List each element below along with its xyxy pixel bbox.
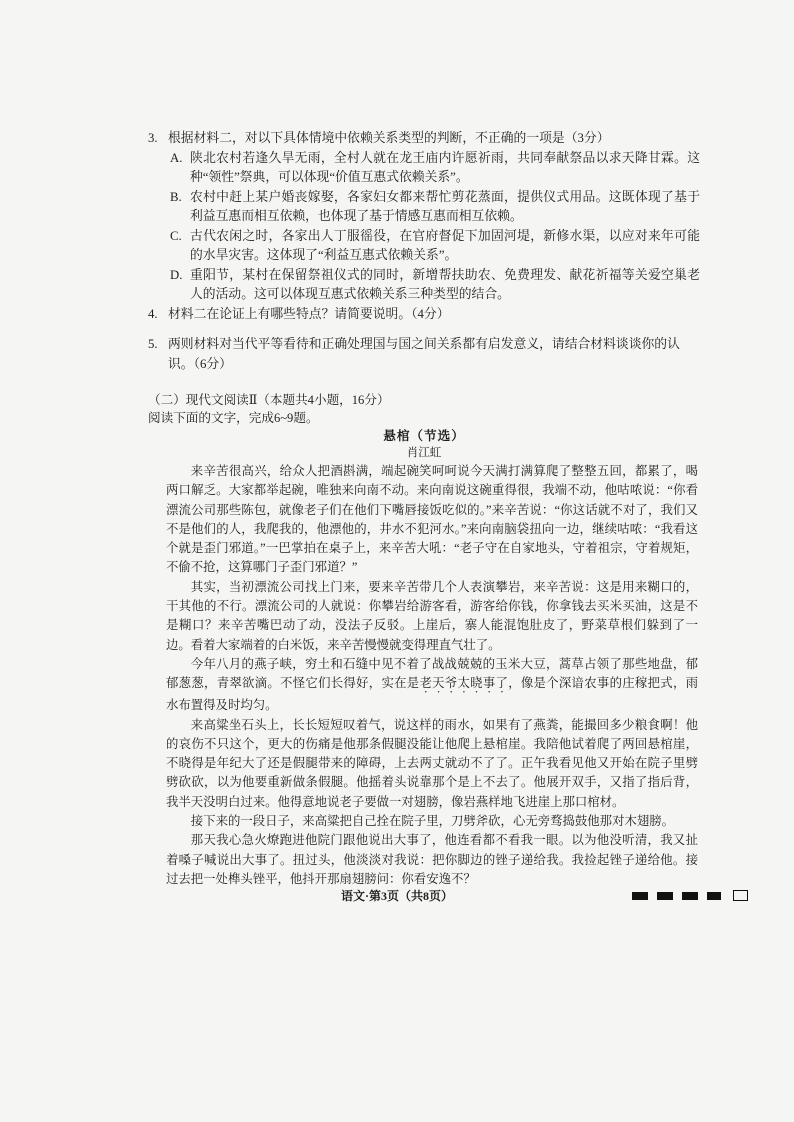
registration-mark bbox=[657, 892, 673, 900]
registration-mark bbox=[682, 892, 698, 900]
page-footer: 语文·第3页（共8页） bbox=[340, 889, 453, 903]
question-list bbox=[148, 129, 700, 374]
option-d bbox=[170, 266, 700, 305]
option-label: C. bbox=[170, 228, 182, 243]
article-author: 肖江虹 bbox=[406, 447, 442, 459]
article-body bbox=[166, 462, 698, 889]
registration-box bbox=[733, 890, 748, 901]
question-5 bbox=[148, 335, 700, 374]
question-3 bbox=[148, 129, 700, 149]
option-text: 农村中赶上某户婚丧嫁娶，各家妇女都来帮忙剪花蒸面，提供仪式用品。这既体现了基于利益互惠而相互依赖，也体现了基于情感互惠而相互依赖。 bbox=[190, 189, 700, 223]
section-heading: （二）现代文阅读Ⅱ（本题共4小题，16分） bbox=[148, 393, 390, 407]
question-number: 4. bbox=[148, 306, 158, 321]
article-paragraph bbox=[166, 655, 698, 716]
article-paragraph: 那天我心急火燎跑进他院门跟他说出大事了，他连看都不看我一眼。以为他没听清，我又扯着嗓子喊说出大事了。扭过头，他淡淡对我说：把你脚边的锉子递给我。我捡起锉子递给他。接过去把一处榫头锉平，他抖开那扇翅膀问：你看安逸不？ bbox=[166, 833, 698, 886]
option-c bbox=[170, 227, 700, 266]
registration-mark bbox=[707, 892, 721, 900]
option-label: A. bbox=[170, 150, 183, 165]
article-title: 悬棺（节选） bbox=[383, 429, 465, 443]
option-text: 陕北农村若逢久旱无雨，全村人就在龙王庙内许愿祈雨，共同奉献祭品以求天降甘霖。这种“领性”祭典，可以体现“价值互惠式依赖关系”。 bbox=[190, 150, 700, 184]
option-text: 重阳节，某村在保留祭祖仪式的同时，新增帮扶助农、免费理发、献花祈福等关爱空巢老人的活动。这可以体现互惠式依赖关系三种类型的结合。 bbox=[190, 267, 700, 301]
paragraph-text: 今年八月的燕子峡，穷土和石缝中见不着了战战兢兢的玉米大豆，蒿草占领了那些地盘，郁郁葱葱，青翠欲滴。不怪它们长得好，实在是 bbox=[166, 656, 698, 691]
question-stem: 材料二在论证上有哪些特点？请简要说明。（4分） bbox=[168, 306, 450, 321]
option-a bbox=[170, 149, 700, 188]
question-4 bbox=[148, 305, 700, 325]
paragraph-text: ，像是个深谙农事的庄稼把式，雨水布置得及时均匀。 bbox=[166, 676, 699, 713]
article-paragraph: 接下来的一段日子，来高粱把自己拴在院子里，刀劈斧砍，心无旁骛捣鼓他那对木翅膀。 bbox=[190, 814, 675, 829]
article-paragraph: 来辛苦很高兴，给众人把酒斟满，端起碗笑呵呵说今天满打满算爬了整整五回，都累了，喝两口解乏。大家都举起碗，唯独来向南不动。来向南说这碗重得很，我端不动，他咕哝说：“你看漂流公司那些陈包，就像老子们在他们下嘴唇接饭吃似的。”来辛苦说：“你这话就不对了，我们又不是他们的人，我爬我的，他漂他的，井水不犯河水。”来向南脑袋扭向一边，继续咕哝：“我看这个就是歪门邪道。”一巴掌拍在桌子上，来辛苦大吼：“老子守在自家地头，守着祖宗，守着规矩，不偷不抢，这算哪门子歪门邪道？” bbox=[166, 464, 698, 575]
option-label: D. bbox=[170, 267, 183, 282]
question-number: 3. bbox=[148, 131, 158, 145]
emphasized-phrase: 老天爷太晓事了 bbox=[419, 676, 509, 691]
option-label: B. bbox=[170, 189, 182, 204]
registration-mark bbox=[632, 892, 648, 900]
question-stem: 根据材料二，对以下具体情境中依赖关系类型的判断，不正确的一项是（3分） bbox=[168, 131, 610, 145]
question-number: 5. bbox=[148, 337, 158, 351]
section-instruction: 阅读下面的文字，完成6~9题。 bbox=[148, 411, 319, 425]
article-paragraph: 其实，当初漂流公司找上门来，要来辛苦带几个人表演攀岩，来辛苦说：这是用来糊口的，干其他的不行。漂流公司的人就说：你攀岩给游客看，游客给你钱，你拿钱去买米买油，这是不是糊口？来辛苦嘴巴动了动，没法子反驳。上崖后，寨人能混饱肚皮了，野菜草根们躲到了一边。看着大家端着的白米饭，来辛苦慢慢就变得理直气壮了。 bbox=[166, 579, 698, 652]
question-stem: 两则材料对当代平等看待和正确处理国与国之间关系都有启发意义，请结合材料谈谈你的认识。（6分） bbox=[168, 337, 680, 371]
option-text: 古代农闲之时，各家出人丁服徭役，在官府督促下加固河堤，新修水渠，以应对来年可能的水旱灾害。这体现了“利益互惠式依赖关系”。 bbox=[190, 228, 700, 262]
option-b bbox=[170, 188, 700, 227]
article-paragraph: 来高粱坐石头上，长长短短叹着气，说这样的雨水，如果有了燕粪，能撮回多少粮食啊！他的哀伤不只这个，更大的伤痛是他那条假腿没能让他爬上悬棺崖。我陪他试着爬了两回悬棺崖，不晓得是年纪大了还是假腿带来的障碍，上去两丈就动不了了。正午我看见他又开始在院子里劈劈砍砍，以为他要重新做条假腿。他摇着头说靠那个是上不去了。他展开双手，又指了指后背，我半天没明白过来。他得意地说老子要做一对翅膀，像岩燕样地飞进崖上那口棺材。 bbox=[166, 717, 698, 809]
reading-section-header bbox=[148, 391, 700, 462]
